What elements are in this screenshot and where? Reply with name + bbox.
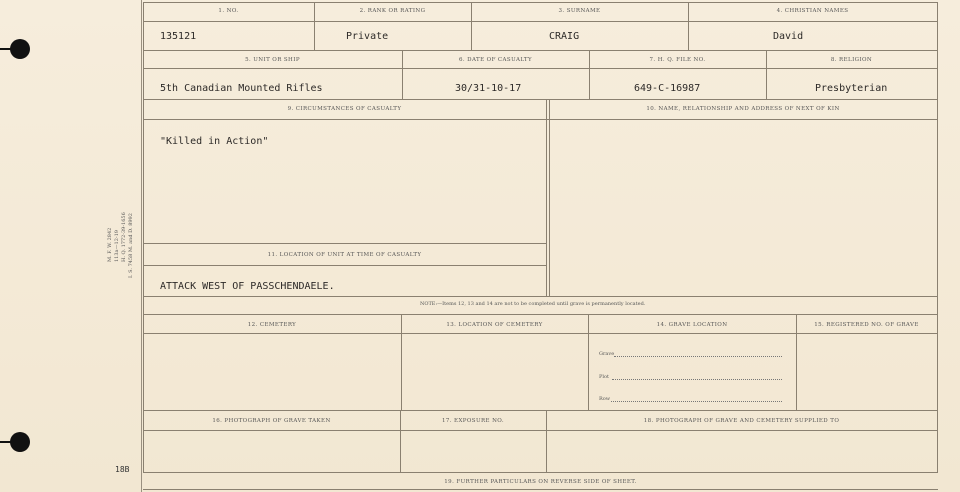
value-rank: Private [346, 31, 389, 42]
value-religion: Presbyterian [815, 83, 888, 94]
value-circumstances: "Killed in Action" [160, 136, 269, 147]
value-date: 30/31-10-17 [455, 83, 522, 94]
value-unit: 5th Canadian Mounted Rifles [160, 83, 323, 94]
side-text-2: 113a—12-19 [114, 230, 120, 262]
header-registered-no: 15. REGISTERED NO. OF GRAVE [814, 322, 919, 328]
header-surname: 3. SURNAME [558, 8, 601, 14]
header-grave-location: 14. GRAVE LOCATION [656, 322, 728, 328]
header-location-cemetery: 13. LOCATION OF CEMETERY [446, 322, 543, 328]
note-text: NOTE:—Items 12, 13 and 14 are not to be completed until grave is permanently located. [420, 301, 646, 307]
label-row: Row [599, 396, 611, 402]
header-photo-grave: 16. PHOTOGRAPH OF GRAVE TAKEN [212, 418, 331, 424]
value-christian-names: David [773, 31, 804, 42]
footer-further-particulars: 19. FURTHER PARTICULARS ON REVERSE SIDE OF SHEET. [444, 479, 637, 485]
side-text-4: I. S. 7458 M. and D. 8992 [128, 213, 134, 278]
label-grave: Grave [599, 351, 615, 357]
side-text-3: H. Q. 1772-39-1656 [121, 212, 127, 262]
value-location-unit: ATTACK WEST OF PASSCHENDAELE. [160, 281, 335, 292]
margin-line [141, 0, 142, 492]
value-no: 135121 [160, 31, 197, 42]
header-exposure: 17. EXPOSURE NO. [441, 418, 505, 424]
side-text-1: M. F. W. 2842 [107, 227, 113, 262]
value-surname: CRAIG [549, 31, 580, 42]
header-date: 6. DATE OF CASUALTY [458, 57, 533, 63]
header-cemetery: 12. CEMETERY [247, 322, 297, 328]
header-next-of-kin: 10. NAME, RELATIONSHIP AND ADDRESS OF NEXT OF KIN [646, 106, 840, 112]
header-circumstances: 9. CIRCUMSTANCES OF CASUALTY [287, 106, 402, 112]
header-photo-supplied: 18. PHOTOGRAPH OF GRAVE AND CEMETERY SUPPLIED TO [643, 418, 840, 424]
header-rank: 2. RANK OR RATING [359, 8, 426, 14]
header-hq-file: 7. H. Q. FILE NO. [649, 57, 706, 63]
stamp-code: 18B [115, 465, 130, 474]
punch-hole-bottom [10, 432, 30, 452]
header-christian-names: 4. CHRISTIAN NAMES [776, 8, 849, 14]
header-religion: 8. RELIGION [830, 57, 873, 63]
punch-hole-top [10, 39, 30, 59]
header-unit: 5. UNIT OR SHIP [245, 57, 300, 63]
header-location-unit: 11. LOCATION OF UNIT AT TIME OF CASUALTY [267, 252, 422, 258]
value-hq-file: 649-C-16987 [634, 83, 701, 94]
label-plot: Plot [599, 374, 609, 380]
header-no: 1. NO. [218, 8, 239, 14]
